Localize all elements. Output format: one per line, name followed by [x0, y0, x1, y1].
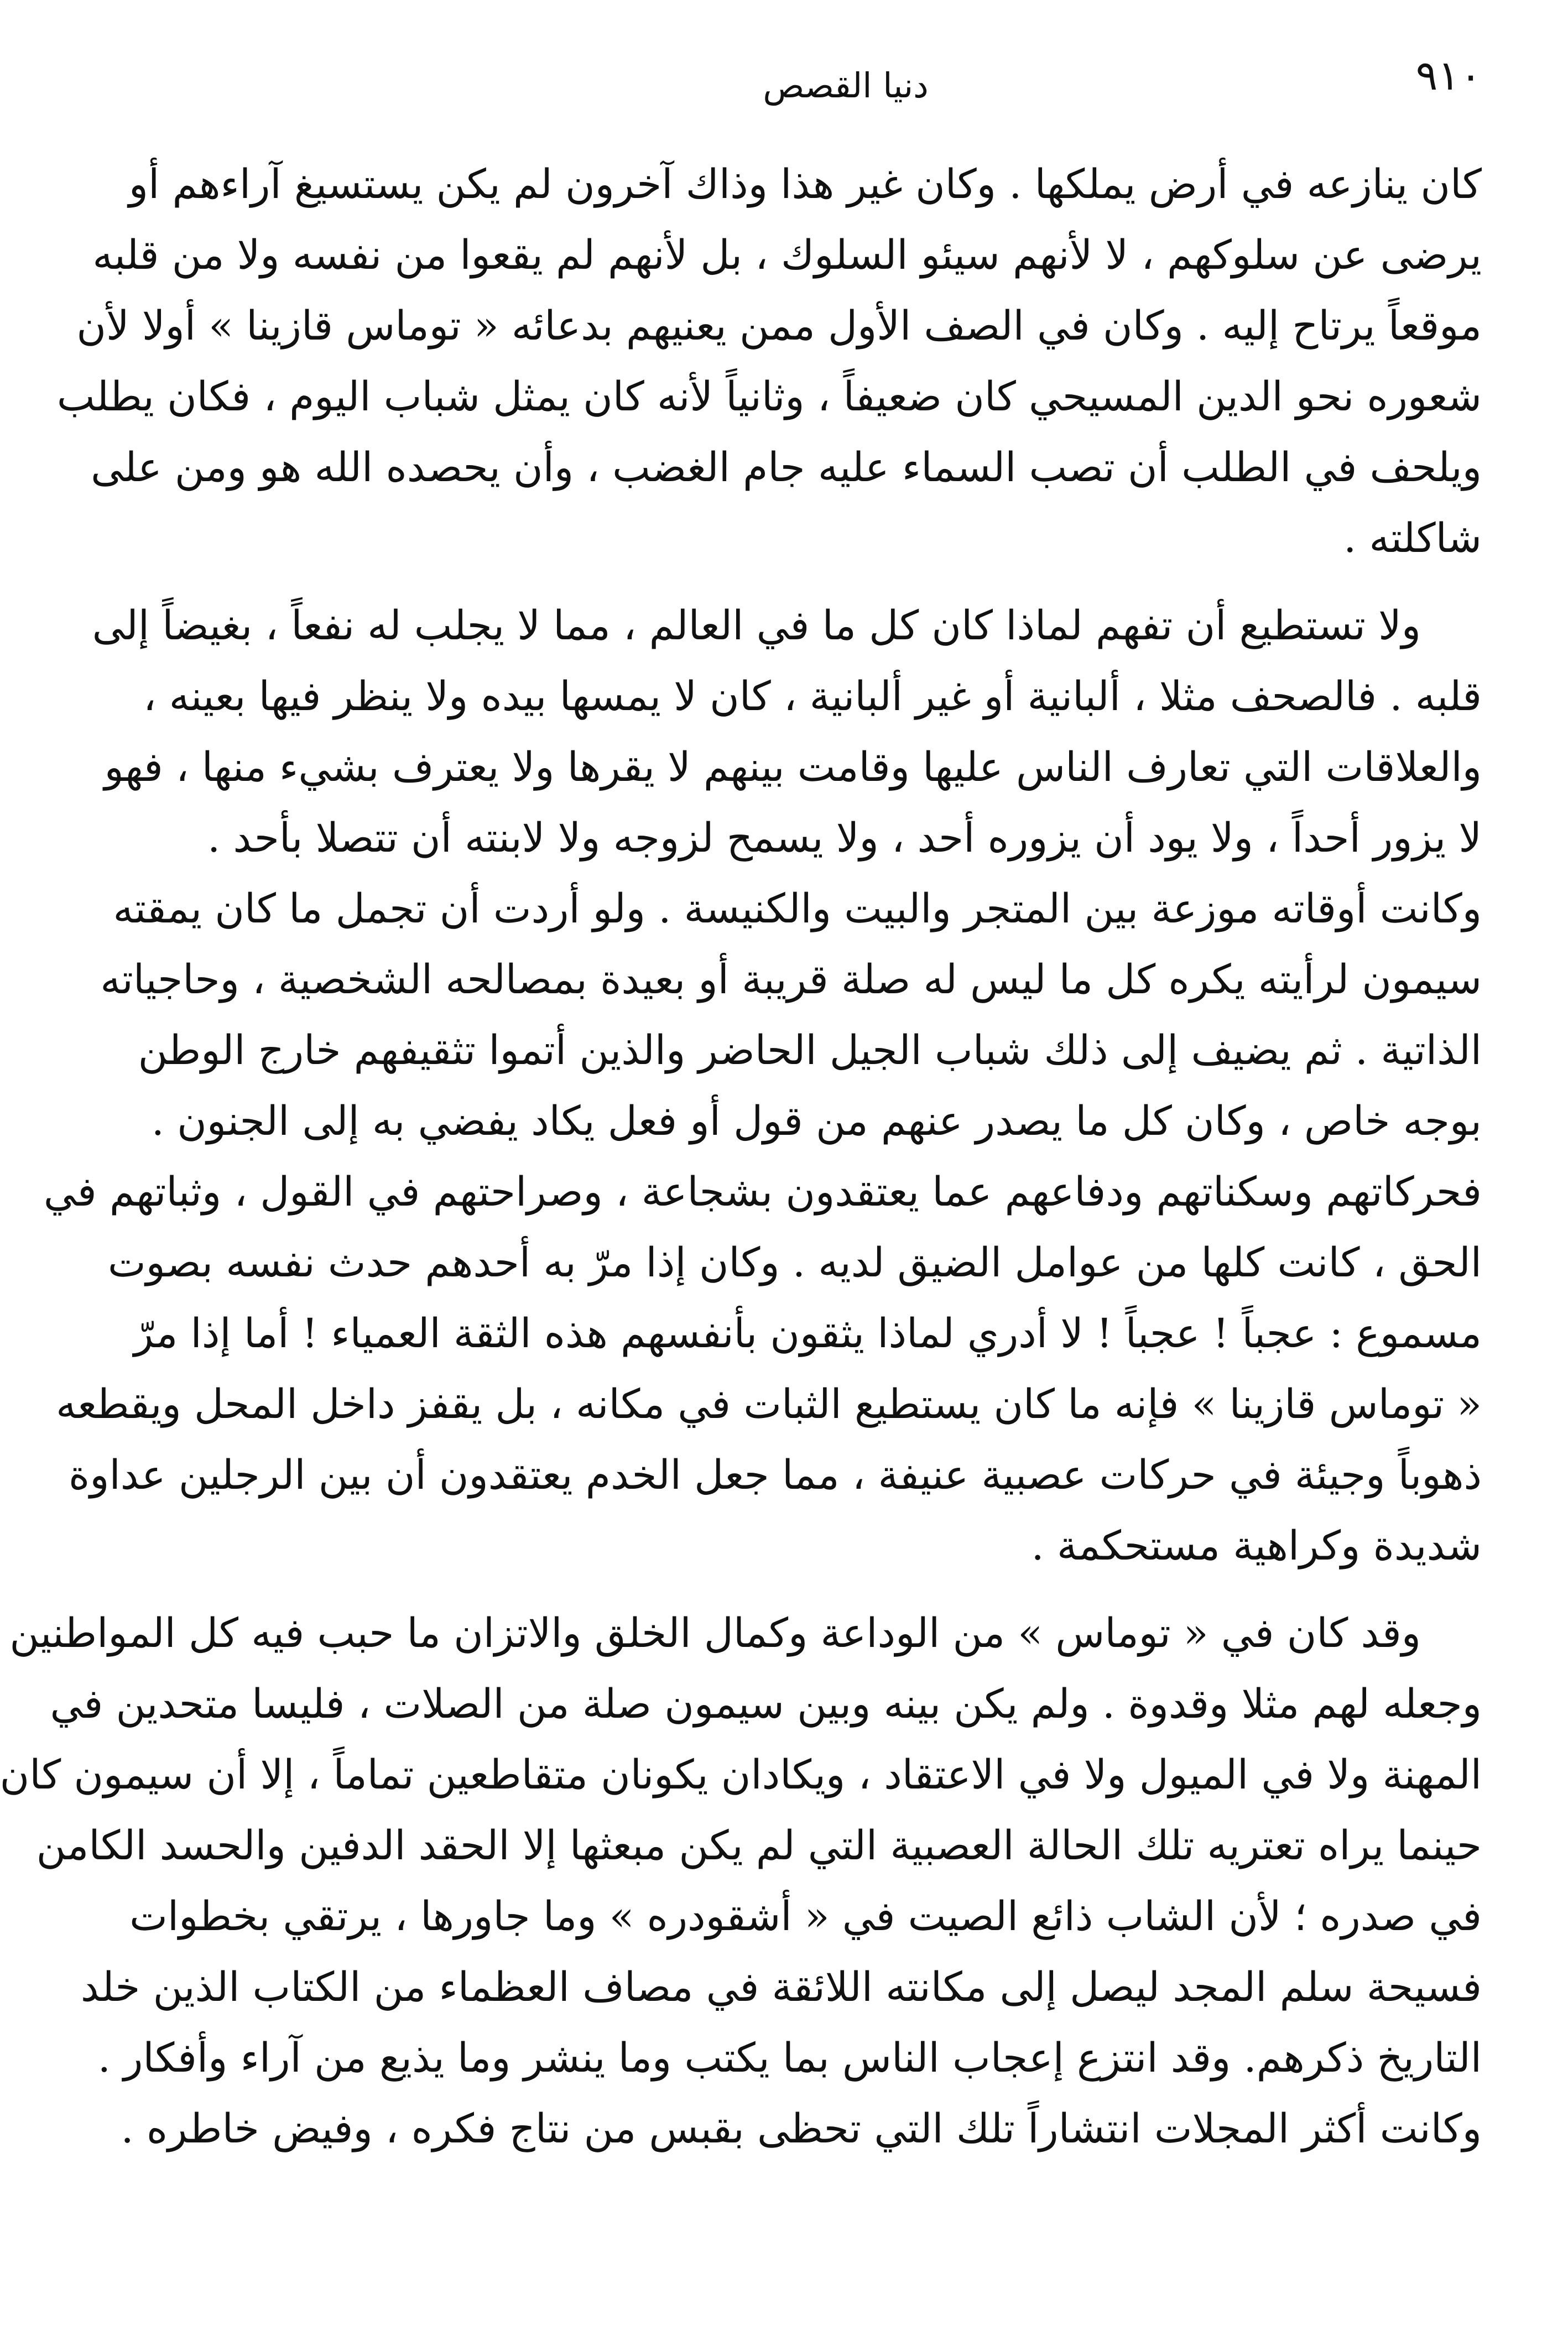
- paragraph-gap: [210, 1582, 1482, 1598]
- text-line: فحركاتهم وسكناتهم ودفاعهم عما يعتقدون بشجاعة ، وصراحتهم في القول ، وثباتهم في: [43, 1169, 1482, 1216]
- text-line: ولا تستطيع أن تفهم لماذا كان كل ما في العالم ، مما لا يجلب له نفعاً ، بغيضاً إلى: [92, 602, 1421, 649]
- text-line: شديدة وكراهية مستحكمة .: [1031, 1522, 1482, 1569]
- book-page: [0, 33, 1482, 2312]
- paragraph: [0, 1598, 1482, 2165]
- text-line: ويلحف في الطلب أن تصب السماء عليه جام الغضب ، وأن يحصده الله هو ومن على: [91, 444, 1482, 491]
- text-line: في صدره ؛ لأن الشاب ذائع الصيت في « أشقودره » وما جاورها ، يرتقي بخطوات: [129, 1893, 1482, 1940]
- text-line: لا يزور أحداً ، ولا يود أن يزوره أحد ، ولا يسمح لزوجه ولا لابنته أن تتصلا بأحد .: [207, 815, 1482, 862]
- text-line: التاريخ ذكرهم. وقد انتزع إعجاب الناس بما يكتب وما ينشر وما يذيع من آراء وأفكار .: [97, 2035, 1482, 2082]
- text-line: سيمون لرأيته يكره كل ما ليس له صلة قريبة أو بعيدة بمصالحه الشخصية ، وحاجياته: [100, 956, 1482, 1003]
- text-line: شاكلته .: [1343, 515, 1482, 562]
- text-line: وجعله لهم مثلا وقدوة . ولم يكن بينه وبين سيمون صلة من الصلات ، فليسا متحدين في: [50, 1681, 1482, 1728]
- text-line: وكانت أوقاته موزعة بين المتجر والبيت والكنيسة . ولو أردت أن تجمل ما كان يمقته: [113, 885, 1482, 932]
- text-line: المهنة ولا في الميول ولا في الاعتقاد ، ويكادان يكونان متقاطعين تماماً ، إلا أن سيمون كان: [0, 1751, 1482, 1798]
- text-line: وقد كان في « توماس » من الوداعة وكمال الخلق والاتزان ما حبب فيه كل المواطنين: [9, 1610, 1421, 1657]
- text-line: وكانت أكثر المجلات انتشاراً تلك التي تحظى بقبس من نتاج فكره ، وفيض خاطره .: [121, 2105, 1482, 2152]
- paragraph: [43, 591, 1482, 1582]
- text-line: بوجه خاص ، وكان كل ما يصدر عنهم من قول أو فعل يكاد يفضي به إلى الجنون .: [151, 1098, 1482, 1145]
- text-line: شعوره نحو الدين المسيحي كان ضعيفاً ، وثانياً لأنه كان يمثل شباب اليوم ، فكان يطلب: [56, 373, 1482, 420]
- text-line: الحق ، كانت كلها من عوامل الضيق لديه . وكان إذا مرّ به أحدهم حدث نفسه بصوت: [107, 1239, 1482, 1286]
- text-line: قلبه . فالصحف مثلا ، ألبانية أو غير ألبانية ، كان لا يمسها بيده ولا ينظر فيها بعينه ،: [143, 673, 1482, 720]
- running-title: دنيا القصص: [763, 65, 929, 106]
- text-line: مسموع : عجباً ! عجباً ! لا أدري لماذا يثقون بأنفسهم هذه الثقة العمياء ! أما إذا مرّ: [133, 1310, 1482, 1357]
- text-line: يرضى عن سلوكهم ، لا لأنهم سيئو السلوك ، بل لأنهم لم يقعوا من نفسه ولا من قلبه: [92, 232, 1482, 279]
- page-number: ٩١٠: [1415, 52, 1482, 100]
- text-line: موقعاً يرتاح إليه . وكان في الصف الأول ممن يعنيهم بدعائه « توماس قازينا » أولا لأن: [76, 303, 1482, 350]
- paragraph: [56, 149, 1482, 574]
- text-line: ذهوباً وجيئة في حركات عصبية عنيفة ، مما جعل الخدم يعتقدون أن بين الرجلين عداوة: [68, 1452, 1482, 1499]
- running-header: [210, 33, 1482, 127]
- text-line: كان ينازعه في أرض يملكها . وكان غير هذا وذاك آخرون لم يكن يستسيغ آراءهم أو: [128, 161, 1482, 208]
- text-line: الذاتية . ثم يضيف إلى ذلك شباب الجيل الحاضر والذين أتموا تثقيفهم خارج الوطن: [138, 1027, 1482, 1074]
- text-line: والعلاقات التي تعارف الناس عليها وقامت بينهم لا يقرها ولا يعترف بشيء منها ، فهو: [104, 744, 1482, 791]
- text-line: « توماس قازينا » فإنه ما كان يستطيع الثبات في مكانه ، بل يقفز داخل المحل ويقطعه: [56, 1381, 1482, 1428]
- body-text: [0, 149, 1482, 2165]
- text-line: فسيحة سلم المجد ليصل إلى مكانته اللائقة في مصاف العظماء من الكتاب الذين خلد: [80, 1964, 1482, 2011]
- text-line: حينما يراه تعتريه تلك الحالة العصبية التي لم يكن مبعثها إلا الحقد الدفين والحسد الكامن: [36, 1822, 1482, 1869]
- paragraph-gap: [210, 574, 1482, 591]
